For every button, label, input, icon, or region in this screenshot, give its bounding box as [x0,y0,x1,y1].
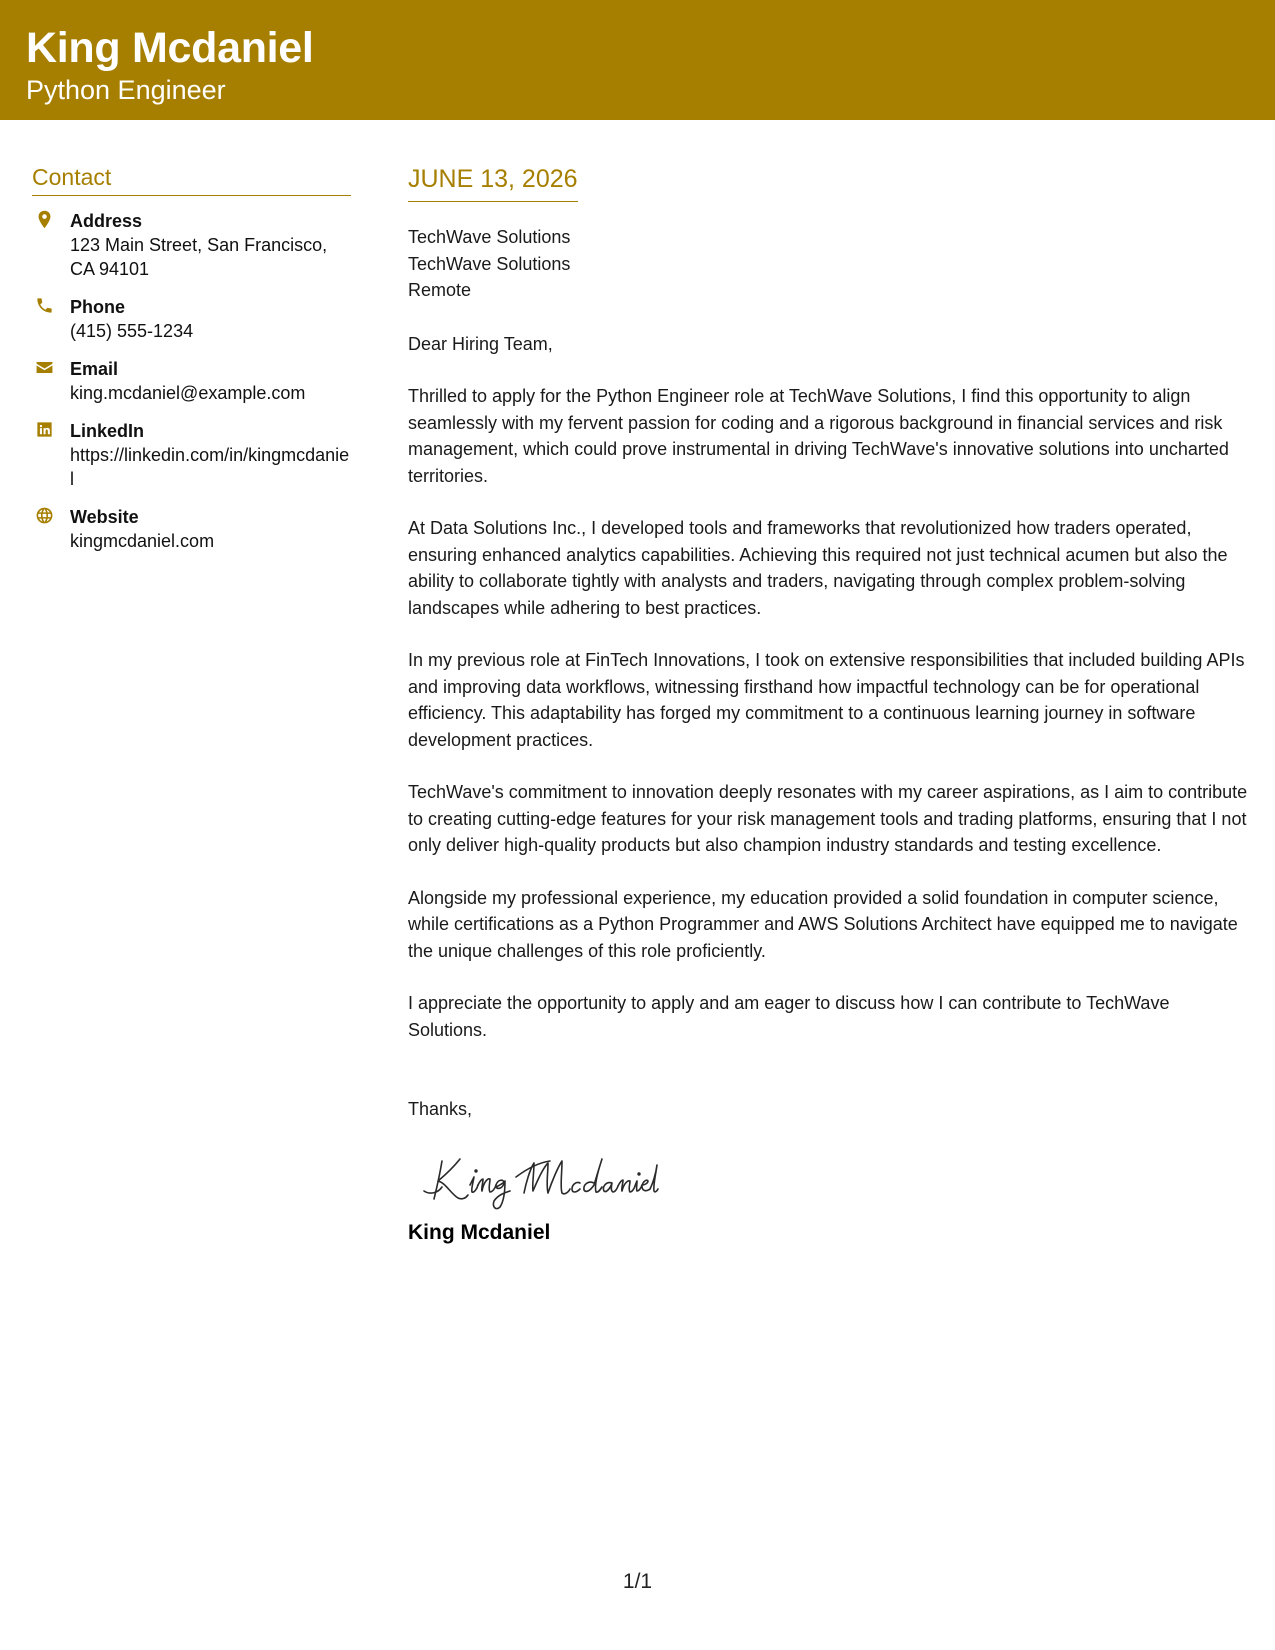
applicant-role: Python Engineer [26,75,226,105]
contact-value: https://linkedin.com/in/kingmcdaniel [70,445,350,489]
contact-value: kingmcdaniel.com [70,531,215,551]
contact-label: Address [70,211,143,231]
body-paragraph: At Data Solutions Inc., I developed tools and frameworks that revolutionized how traders operated, ensuring enhanced analytics capabilities. Achieving this required not just technical acumen but also the ability to collaborate tightly with analysts and traders, navigating through complex problem-solving landscapes while adhering to best practices. [408,518,1228,618]
salutation: Dear Hiring Team, [408,333,553,354]
map-pin-icon [34,209,54,229]
contact-label: LinkedIn [70,421,145,441]
contact-label: Email [70,359,119,379]
contact-sidebar [32,160,351,553]
body-paragraph: In my previous role at FinTech Innovations, I took on extensive responsibilities that included building APIs and improving data workflows, witnessing firsthand how impactful technology can be for operational efficiency. This adaptability has forged my commitment to a continuous learning journey in software development practices. [408,650,1245,750]
body-paragraph: TechWave's commitment to innovation deeply resonates with my career aspirations, as I aim to contribute to creating cutting-edge features for your risk management tools and trading platforms, ensuring that I not only deliver high-quality products but also champion industry standards and testing excellence. [408,782,1248,855]
recipient-block [408,224,1248,304]
contact-phone [32,295,351,343]
recipient-line: TechWave Solutions [408,253,571,274]
recipient-line: TechWave Solutions [408,227,571,247]
body-paragraph: Thrilled to apply for the Python Engineer role at TechWave Solutions, I find this opportunity to align seamlessly with my fervent passion for coding and a rigorous background in financial services and risk management, which could prove instrumental in driving TechWave's innovative solutions into uncharted territories. [408,386,1229,486]
contact-value: 123 Main Street, San Francisco, CA 94101 [70,235,328,279]
body-paragraph: Alongside my professional experience, my education provided a solid foundation in computer science, while certifications as a Python Programmer and AWS Solutions Architect have equipped me to navigate the unique challenges of this role proficiently. [408,887,1238,961]
contact-label: Website [70,507,139,527]
email-icon [34,357,54,377]
header-banner [0,0,1275,120]
letter-body [408,162,1248,1245]
contact-linkedin [32,419,351,491]
contact-value: (415) 555-1234 [70,321,194,341]
closing: Thanks, [408,1099,473,1119]
linkedin-icon [34,419,54,439]
contact-website [32,505,351,553]
contact-email [32,357,351,405]
contact-heading: Contact [32,160,351,196]
phone-icon [34,295,54,315]
contact-label: Phone [70,297,126,317]
body-paragraph: I appreciate the opportunity to apply and am eager to discuss how I can contribute to TechWave Solutions. [408,993,1170,1040]
signature-graphic [420,1143,660,1213]
handwritten-signature [420,1143,1248,1213]
signer-name: King Mcdaniel [408,1220,551,1244]
contact-address [32,209,351,281]
letter-date: JUNE 13, 2026 [408,162,578,202]
contact-value: king.mcdaniel@example.com [70,383,306,403]
applicant-name: King Mcdaniel [26,24,314,72]
page-number: 1/1 [622,1570,653,1593]
recipient-line: Remote [408,280,472,300]
globe-icon [34,505,54,525]
